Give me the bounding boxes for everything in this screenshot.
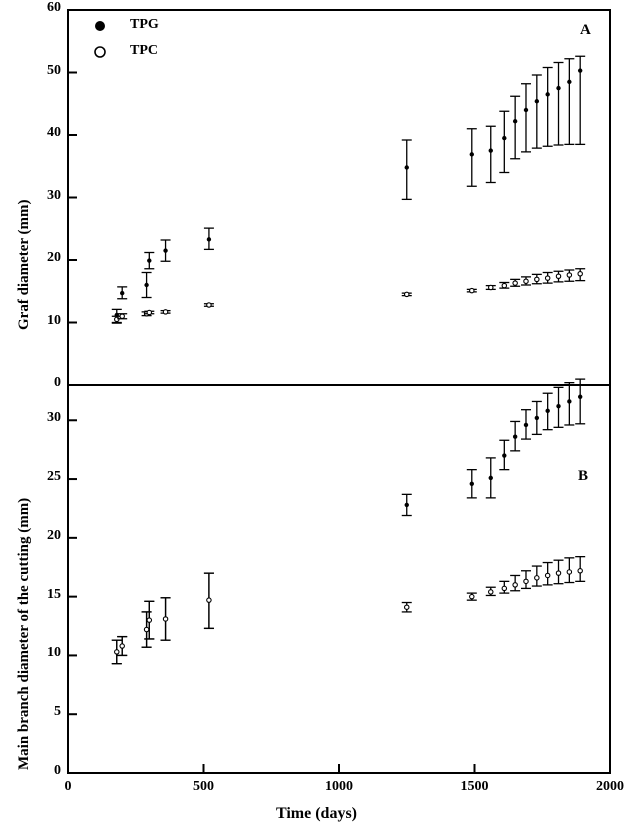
data-point-errorbar bbox=[486, 587, 496, 595]
data-point-errorbar bbox=[521, 84, 531, 152]
x-axis-label: Time (days) bbox=[275, 805, 358, 822]
axis-tick-label: 10 bbox=[47, 645, 61, 661]
axis-tick-label: 40 bbox=[47, 125, 61, 140]
data-point-errorbar bbox=[142, 273, 152, 298]
data-point-errorbar bbox=[204, 228, 214, 249]
data-point-errorbar bbox=[486, 458, 496, 498]
data-point-errorbar bbox=[564, 270, 574, 281]
data-point-errorbar bbox=[467, 288, 477, 292]
data-point-errorbar bbox=[532, 75, 542, 148]
data-point-errorbar bbox=[521, 277, 531, 285]
data-point-errorbar bbox=[554, 63, 564, 146]
data-point-errorbar bbox=[532, 401, 542, 434]
data-point-errorbar bbox=[564, 558, 574, 583]
data-point-errorbar bbox=[142, 612, 152, 647]
data-point-errorbar bbox=[510, 575, 520, 590]
axis-tick-label: 500 bbox=[193, 779, 214, 794]
panel-letter-a: A bbox=[580, 22, 591, 38]
legend-markers bbox=[95, 21, 105, 57]
axis-tick-label: 60 bbox=[47, 0, 61, 15]
data-point-errorbar bbox=[554, 560, 564, 584]
axis-tick-label: 2000 bbox=[596, 779, 624, 794]
data-point-errorbar bbox=[575, 269, 585, 281]
data-point-errorbar bbox=[161, 598, 171, 640]
data-point-errorbar bbox=[575, 557, 585, 582]
data-point-errorbar bbox=[499, 440, 509, 469]
axis-tick-label: 20 bbox=[47, 527, 61, 543]
data-point-errorbar bbox=[499, 581, 509, 593]
data-point-errorbar bbox=[467, 129, 477, 187]
data-point-errorbar bbox=[112, 640, 122, 664]
data-point-errorbar bbox=[499, 111, 509, 172]
axis-tick-label: 20 bbox=[47, 250, 61, 265]
axis-tick-label: 0 bbox=[64, 779, 72, 794]
data-point-errorbar bbox=[402, 494, 412, 515]
axis-tick-label: 1500 bbox=[460, 779, 489, 794]
legend-label-tpc: TPC bbox=[130, 43, 158, 58]
data-point-errorbar bbox=[543, 563, 553, 585]
data-point-errorbar bbox=[117, 287, 127, 299]
axis-tick-label: 30 bbox=[47, 187, 61, 203]
data-point-errorbar bbox=[204, 573, 214, 628]
data-point-errorbar bbox=[532, 566, 542, 586]
legend-label-tpg: TPG bbox=[130, 17, 159, 32]
axis-tick-label: 30 bbox=[47, 410, 61, 426]
data-point-errorbar bbox=[554, 387, 564, 427]
data-point-errorbar bbox=[402, 292, 412, 296]
data-point-errorbar bbox=[144, 253, 154, 269]
data-point-errorbar bbox=[554, 271, 564, 282]
y-axis-label-panel-b: Main branch diameter of the cutting (mm) bbox=[16, 497, 32, 770]
data-point-errorbar bbox=[510, 279, 520, 286]
data-point-errorbar bbox=[499, 283, 509, 289]
data-point-errorbar bbox=[543, 273, 553, 284]
axis-tick-label: 10 bbox=[47, 312, 61, 328]
data-point-errorbar bbox=[543, 393, 553, 429]
data-point-errorbar bbox=[564, 383, 574, 425]
data-point-errorbar bbox=[402, 140, 412, 199]
axis-tick-label: 0 bbox=[54, 763, 61, 778]
axis-tick-label: 0 bbox=[54, 375, 61, 390]
data-point-errorbar bbox=[510, 96, 520, 159]
data-point-errorbar bbox=[532, 274, 542, 283]
data-point-errorbar bbox=[564, 59, 574, 145]
axis-tick-label: 15 bbox=[47, 586, 61, 602]
data-point-errorbar bbox=[510, 421, 520, 450]
data-point-errorbar bbox=[521, 571, 531, 589]
data-point-errorbar bbox=[521, 410, 531, 439]
data-point-errorbar bbox=[161, 240, 171, 261]
data-point-errorbar bbox=[543, 68, 553, 147]
data-point-errorbar bbox=[144, 601, 154, 639]
axis-tick-label: 50 bbox=[47, 62, 61, 78]
data-point-errorbar bbox=[486, 126, 496, 182]
data-point-errorbar bbox=[467, 470, 477, 498]
data-point-errorbar bbox=[161, 310, 171, 314]
data-point-errorbar bbox=[575, 56, 585, 144]
data-point-errorbar bbox=[204, 303, 214, 307]
axis-tick-label: 25 bbox=[47, 469, 61, 485]
panel-letter-b: B bbox=[578, 468, 589, 484]
data-point-errorbar bbox=[402, 603, 412, 612]
y-axis-label-panel-a: Graf diameter (mm) bbox=[16, 199, 32, 330]
axis-tick-label: 5 bbox=[54, 704, 61, 720]
axis-tick-label: 1000 bbox=[325, 779, 353, 794]
data-point-errorbar bbox=[486, 285, 496, 289]
data-point-errorbar bbox=[467, 593, 477, 600]
